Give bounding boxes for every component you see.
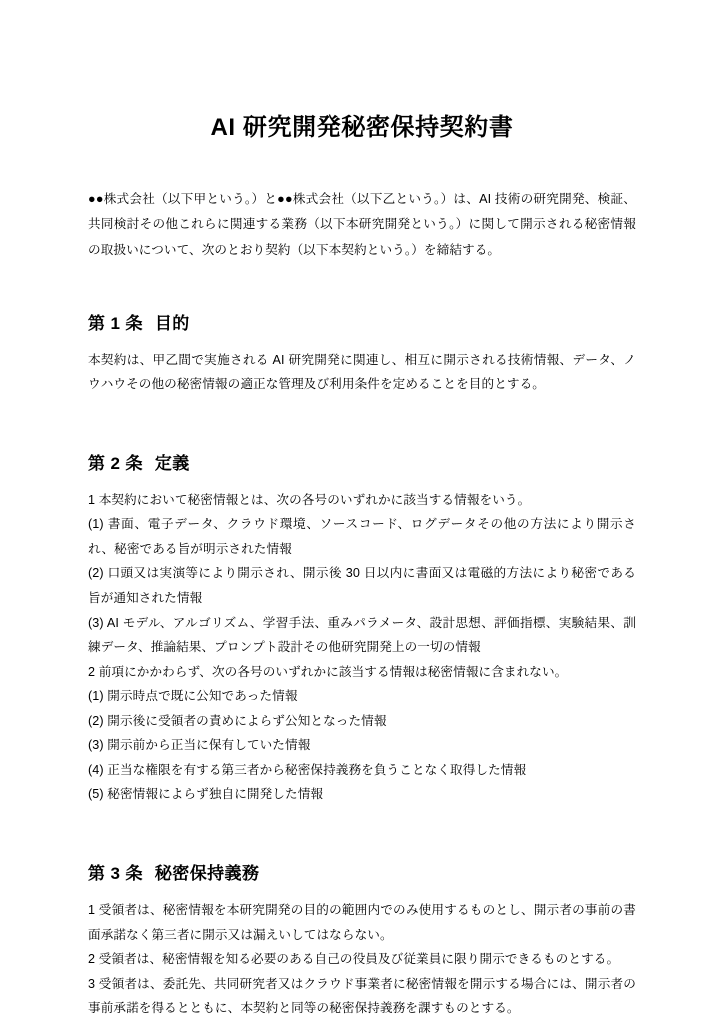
section-2-paragraph-4: (3) AI モデル、アルゴリズム、学習手法、重みパラメータ、設計思想、評価指標、実験結果、訓練データ、推論結果、プロンプト設計その他研究開発上の一切の情報 [88, 615, 636, 655]
section-1-title: 目的 [154, 313, 190, 333]
section-2-paragraph-2: (1) 書面、電子データ、クラウド環境、ソースコード、ログデータその他の方法により開示され、秘密である旨が明示された情報 [88, 517, 636, 556]
section-2-paragraph-7: (2) 開示後に受領者の責めによらず公知となった情報 [88, 713, 387, 728]
section-2-paragraph-10: (5) 秘密情報によらず独自に開発した情報 [88, 787, 324, 802]
section-2-paragraph-8: (3) 開示前から正当に保有していた情報 [88, 738, 311, 753]
section-2-paragraph-5: 2 前項にかかわらず、次の各号のいずれかに該当する情報は秘密情報に含まれない。 [88, 664, 568, 679]
section-article-3 [88, 859, 636, 1021]
section-3-title: 秘密保持義務 [154, 863, 260, 883]
section-3-paragraph-1: 1 受領者は、秘密情報を本研究開発の目的の範囲内でのみ使用するものとし、開示者の事前の書面承諾なく第三者に開示又は漏えいしてはならない。 [88, 902, 636, 942]
section-2-number: 第 2 条 [88, 453, 143, 473]
section-2-paragraph-6: (1) 開示時点で既に公知であった情報 [88, 689, 298, 704]
section-2-paragraph-9: (4) 正当な権限を有する第三者から秘密保持義務を負うことなく取得した情報 [88, 762, 527, 777]
preamble-paragraph: ●●株式会社（以下甲という。）と●●株式会社（以下乙という。）は、AI 技術の研究開発、検証、共同検討その他これらに関連する業務（以下本研究開発という。）に関して開示される秘密情報の取扱いについて、次のとおり契約（以下本契約という。）を締結する。 [88, 192, 636, 257]
section-1-number: 第 1 条 [88, 313, 143, 333]
section-2-heading [88, 449, 636, 474]
section-1-heading [88, 309, 636, 334]
page-title: AI 研究開発秘密保持契約書 [210, 114, 514, 141]
section-1-paragraph-1: 本契約は、甲乙間で実施される AI 研究開発に関連し、相互に開示される技術情報、データ、ノウハウその他の秘密情報の適正な管理及び利用条件を定めることを目的とする。 [88, 352, 636, 392]
section-3-paragraph-2: 2 受領者は、秘密情報を知る必要のある自己の役員及び従業員に限り開示できるものとする。 [88, 952, 620, 967]
section-2-paragraph-1: 1 本契約において秘密情報とは、次の各号のいずれかに該当する情報をいう。 [88, 492, 531, 507]
section-article-2 [88, 449, 636, 807]
section-3-number: 第 3 条 [88, 863, 143, 883]
section-3-heading [88, 859, 636, 884]
section-3-paragraph-3: 3 受領者は、委託先、共同研究者又はクラウド事業者に秘密情報を開示する場合には、開示者の事前承諾を得るとともに、本契約と同等の秘密保持義務を課すものとする。 [88, 976, 636, 1016]
section-2-title: 定義 [154, 453, 190, 473]
section-article-1 [88, 309, 636, 397]
section-2-paragraph-3: (2) 口頭又は実演等により開示され、開示後 30 日以内に書面又は電磁的方法により秘密である旨が通知された情報 [88, 566, 636, 606]
